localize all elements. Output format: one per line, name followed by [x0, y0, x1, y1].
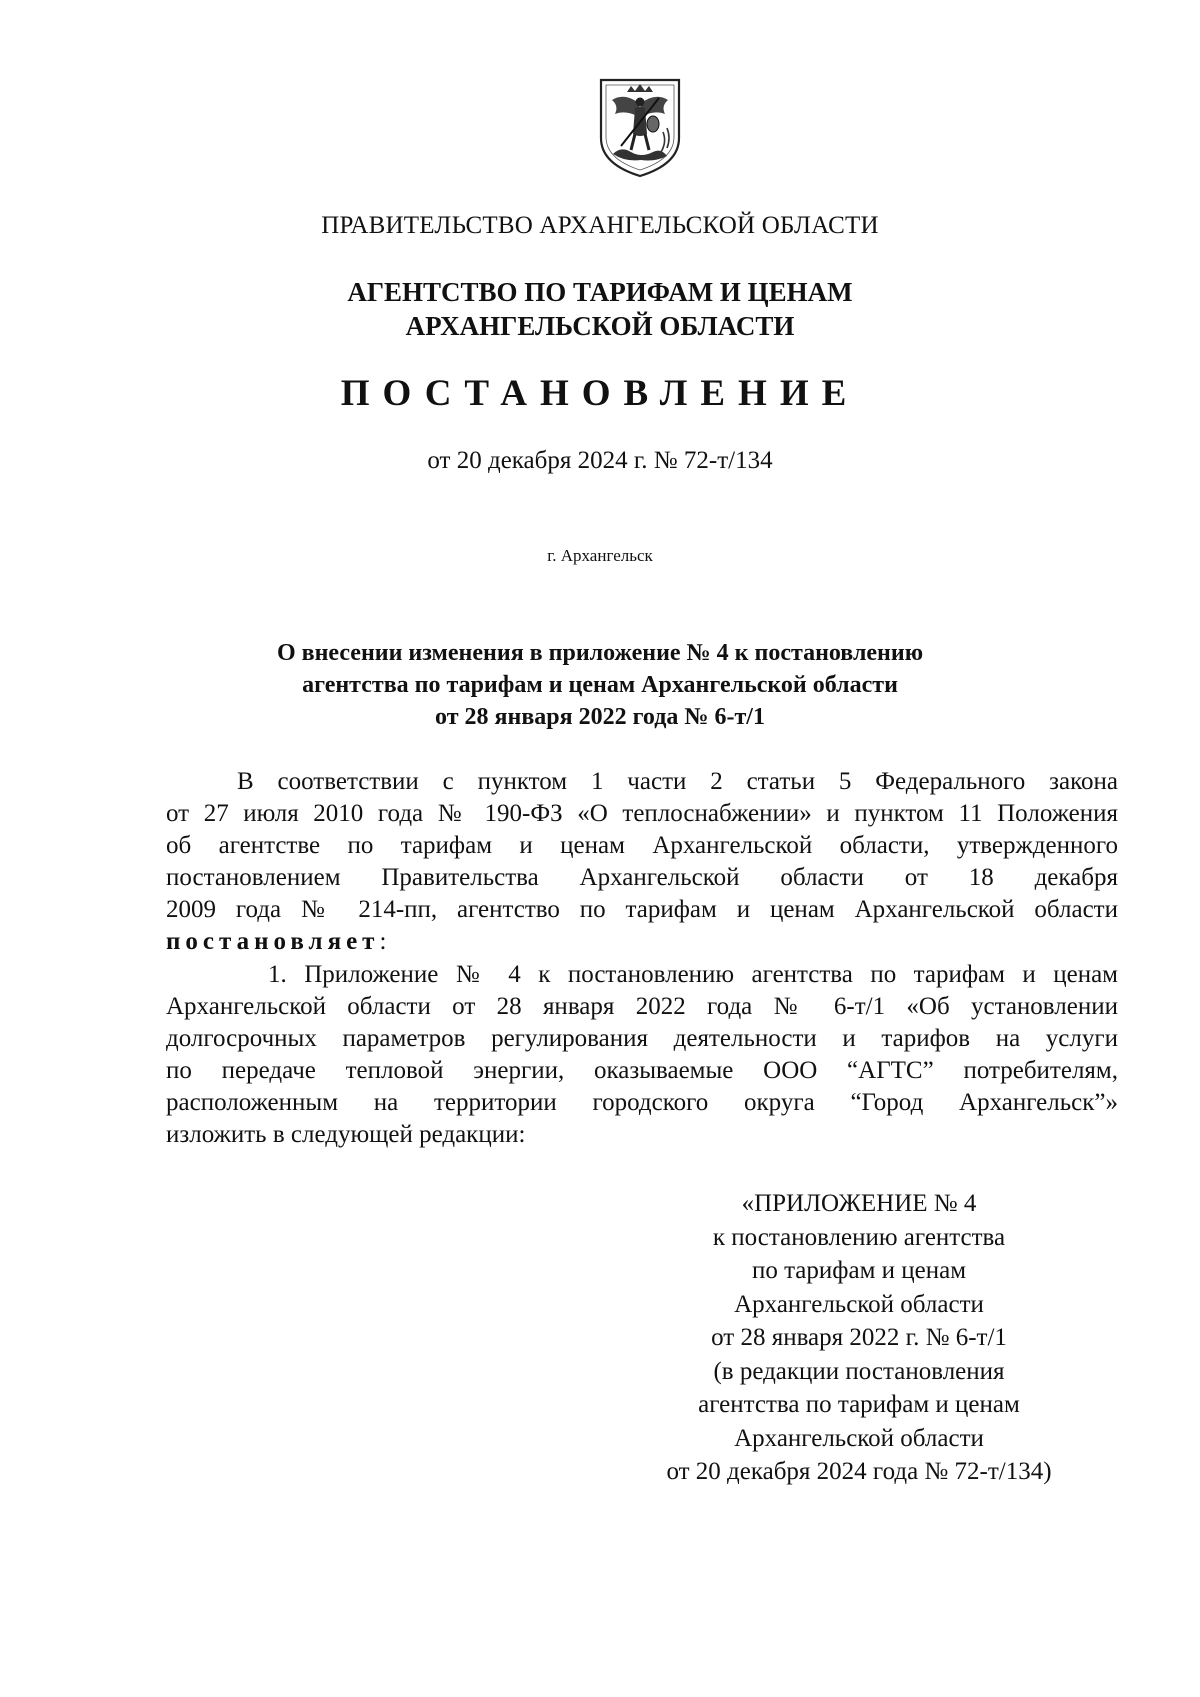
decree-line: [166, 926, 1118, 958]
item-line: изложить в следующей редакции:: [166, 1121, 526, 1148]
preamble-line: об агентстве по тарифам и ценам Архангельской области, утвержденного: [166, 832, 1118, 859]
appendix-line: по тарифам и ценам: [751, 1257, 967, 1284]
appendix-line: (в редакции постановления: [713, 1357, 1005, 1385]
appendix-line: к постановлению агентства: [712, 1223, 1006, 1251]
appendix-line: «ПРИЛОЖЕНИЕ № 4: [741, 1190, 977, 1217]
preamble-paragraph: [166, 766, 1118, 958]
decree-word: постановляет: [166, 928, 380, 955]
item-line: расположенным на территории городского округа “Город Архангельск”»: [166, 1089, 1118, 1116]
document-date-number: от 20 декабря 2024 г. № 72-т/134: [427, 447, 773, 474]
appendix-line: Архангельской области: [734, 1290, 984, 1318]
item-1-paragraph: [166, 959, 1118, 1151]
item-line: по передаче тепловой энергии, оказываемые ООО “АГТС” потребителям,: [166, 1057, 1118, 1084]
document-type: ПОСТАНОВЛЕНИЕ: [340, 373, 860, 414]
preamble-line: постановлением Правительства Архангельской области от 18 декабря: [166, 864, 1118, 891]
appendix-line: Архангельской области: [734, 1424, 984, 1452]
preamble-line: В соответствии с пунктом 1 части 2 статьи 5 Федерального закона: [237, 768, 1118, 795]
agency-title-line-2: АРХАНГЕЛЬСКОЙ ОБЛАСТИ: [405, 311, 795, 341]
appendix-header: [634, 1187, 1084, 1489]
item-line: долгосрочных параметров регулирования деятельности и тарифов на услуги: [166, 1025, 1118, 1052]
agency-title-line-1: АГЕНТСТВО ПО ТАРИФАМ И ЦЕНАМ: [347, 277, 853, 307]
item-line: Архангельской области от 28 января 2022 года № 6-т/1 «Об установлении: [166, 993, 1118, 1020]
subject-line-3: от 28 января 2022 года № 6-т/1: [435, 704, 765, 730]
document-city: г. Архангельск: [547, 546, 653, 565]
appendix-line: от 20 декабря 2024 года № 72-т/134): [666, 1458, 1052, 1485]
appendix-line: от 28 января 2022 г. № 6-т/1: [711, 1324, 1007, 1351]
subject-line-2: агентства по тарифам и ценам Архангельской области: [302, 672, 898, 698]
item-line: 1. Приложение № 4 к постановлению агентства по тарифам и ценам: [268, 961, 1118, 988]
decree-colon: :: [379, 928, 387, 955]
subject-line-1: О внесении изменения в приложение № 4 к постановлению: [276, 640, 924, 666]
preamble-line: от 27 июля 2010 года № 190-ФЗ «О теплоснабжении» и пунктом 11 Положения: [166, 800, 1118, 827]
government-title: ПРАВИТЕЛЬСТВО АРХАНГЕЛЬСКОЙ ОБЛАСТИ: [321, 212, 879, 239]
preamble-line: 2009 года № 214-пп, агентство по тарифам и ценам Архангельской области: [166, 896, 1118, 923]
coat-of-arms-icon: [597, 76, 683, 180]
appendix-line: агентства по тарифам и ценам: [698, 1391, 1020, 1418]
